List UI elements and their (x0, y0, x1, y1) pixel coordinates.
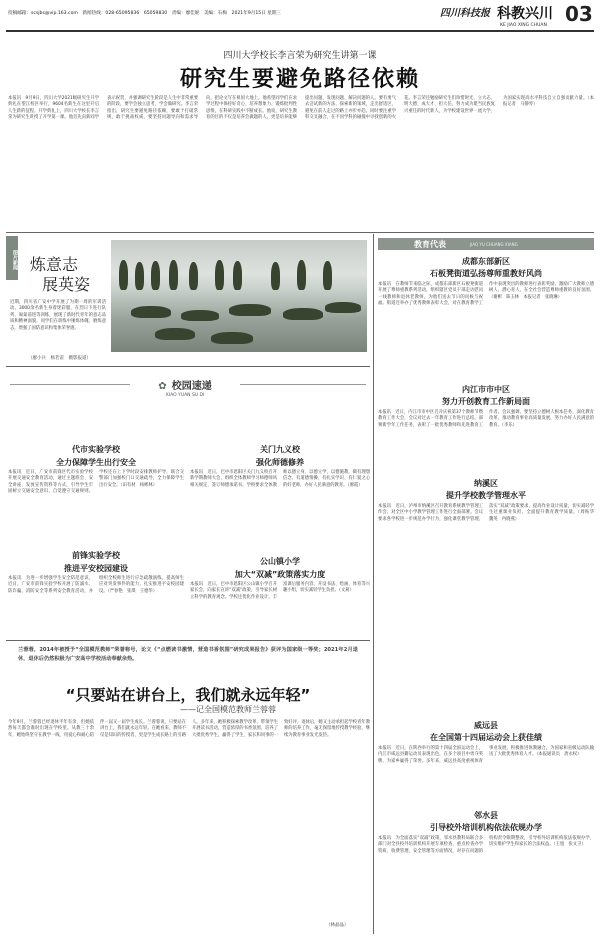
edu-story-3-headline: 提升学校教学管理水平 (446, 491, 526, 500)
feature-intro: 兰蓉蓉，2014年被授予“全国模范教师”荣誉称号，论文《“点燃读书激情，营造书香氛围”研究成果报告》获评为国家级一等奖；2021年2月退休，退休后仍然积极为广安高中学校活动奉献余热。 (18, 647, 358, 662)
edu-story-1-body: 本报讯 在教师节来临之际，成都东部新区石板凳街道开展了尊师重教系列活动，组织辖区党员干部走访慰问一线教师和退休老教师，为他们送去节日的问候与祝福。街道还举办了优秀教师表彰大会，对在教育教学工作中表现突出的教师进行表彰奖励，激励广大教师立德树人、潜心育人，在全社会营造尊师重教的良好氛围。（谢彬 陈玉林 本报记者 张晓琳） (378, 282, 594, 307)
feature-headline: “只要站在讲台上，我们就永远年轻” (65, 686, 311, 704)
cadet-figure (151, 261, 160, 290)
photo-news-credit: （廖小兵 杨若雷 摄影报道） (28, 356, 91, 361)
lead-body: 本报讯 9月9日，四川大学2021级研究生开学典礼在望江校区举行，9604名新生在这里开启人生新的征程。开学典礼上，四川大学校长李言荣为研究生讲授了开学第一课。他首先向新同学表示祝贺，并强调研究生阶段是人生中非常重要的阶段，要学会独立思考、学会做研究。李言荣指出，研究生要避免路径依赖，要敢于打破常规、敢于挑战权威，要坚持问题导向和需求导向，把论文写在祖国大地上。他希望同学们在求学过程中保持好奇心、培养想象力、锻炼批判性思维，在科研实践中不断成长。他说，研究生教育的目的不仅是培养会做题的人，更是培养能够提出问题、发现问题、解决问题的人。要有勇气去尝试新的方法、探索新的领域，走出舒适区，避免在前人走过的路上亦步亦趋。同时要注重学科交叉融合，在不同学科的碰撞中寻找创新的火花。李言荣还勉励研究生们珍惜时光，立大志、明大德、成大才、担大任，努力成为堪当民族复兴重任的时代新人，为学校建设世界一流大学、为国家实现高水平科技自立自强贡献力量。（本报记者 马静琴） (8, 96, 594, 121)
section-title: 科教兴川 (497, 6, 553, 22)
cadet-figure (297, 260, 306, 290)
education-banner-pinyin: JIAO YU CHUANG XIANG (470, 242, 518, 247)
feature-subhead: ——记全国模范教师兰蓉蓉 (180, 705, 276, 714)
campus-story-1-body: 本报讯 近日，广安市前锋区代市实验学校开展交通安全教育活动，通过主题班会、安全讲座、发放宣传资料等方式，引导学生牢固树立交通安全意识，自觉遵守交通规则。学校还在上下学时段安排教师护导，联合交警部门加强校门口交通疏导，全力保障学生出行安全。（田有材 杨彬林） (8, 470, 184, 495)
edu-story-5-body: 本报讯 为全面落实“双减”政策，邻水县教科局联合多部门对全县校外培训机构开展专项检查，重点检查办学资质、收费管理、安全管理等方面情况，对存在问题的机构责令限期整改，引导校外培训机构依法依规办学，切实维护学生和家长的合法权益。（王旭 张文卫） (378, 836, 594, 854)
cadet-figure (271, 262, 280, 290)
photo-news-title-1: 炼意志 (30, 255, 79, 274)
cadet-figure (119, 260, 128, 290)
edu-story-1-region: 成都东部新区 (462, 257, 510, 266)
crawling-cadet (211, 332, 253, 344)
masthead-contact-line: 投稿邮箱：scsjbs@vip.163.com 新闻热线：028-65095836 65059830 责编：廖佳妮 美编：石梅 2021年9月15日 星期三 (8, 11, 282, 16)
cadet-figure (169, 260, 178, 290)
crawling-cadet (325, 302, 361, 313)
campus-story-4-headline-2: 加大“双减”政策落实力度 (234, 570, 326, 579)
campus-story-1-headline-2: 全力保障学生出行安全 (56, 458, 136, 467)
cadet-figure (323, 261, 332, 290)
cadet-figure (189, 262, 198, 290)
campus-banner-box (130, 374, 240, 398)
edu-story-5-region: 邻水县 (474, 811, 498, 820)
crawling-cadet (181, 310, 219, 321)
education-banner (378, 238, 594, 250)
campus-story-2-headline-2: 强化师德修养 (256, 458, 304, 467)
campus-story-3-headline-2: 推进平安校园建设 (64, 564, 128, 573)
campus-bottom-rule (6, 640, 370, 641)
page-number: 03 (565, 2, 593, 26)
campus-story-1-headline-1: 代市实验学校 (72, 445, 120, 454)
edu-story-4-body: 本报讯 近日，在陕西举行的第十四届全国运动会上，内江市威远县籍运动员表现出色，在多个项目中勇夺奖牌，为家乡赢得了荣誉。多年来，威远县高度重视体育事业发展，积极推进体教融合，为国家和省级运动队输送了大批优秀体育人才。（本报通讯员 唐永权） (378, 746, 594, 764)
campus-story-3-headline-1: 前锋实验学校 (72, 551, 120, 560)
campus-icon: ✿ (158, 381, 167, 392)
edu-story-2-headline: 努力开创教育工作新局面 (442, 397, 530, 406)
military-training-photo (111, 240, 367, 352)
edu-story-3-region: 纳溪区 (474, 479, 498, 488)
campus-story-2-body: 本报讯 近日，巴中市恩阳区关门九义校召开新学期教师大会，组织全体教师学习师德师风相关规定，签订师德承诺书。学校要求全体教师以德立身、以德立学、以德施教，做有理想信念、有道德情操、有扎实学识、有仁爱之心的好老师，办好人民满意的教育。（廖霞） (190, 470, 370, 488)
paper-name: 四川科技报 (440, 8, 490, 19)
crawling-cadet (283, 308, 323, 320)
cadet-figure (233, 261, 242, 290)
edu-story-5-headline: 引导校外培训机构依法依规办学 (430, 823, 542, 832)
photo-news-caption: 近期，四川省广安中学开展了为期一周的军训活动。3000余名新生身着迷彩服，在烈日下进行队列、匍匐前进等训练，展现了新时代青年的意志品质和精神面貌。同学们在训练中锤炼体魄、磨炼意志，增强了国防意识和集体荣誉感。 (10, 300, 106, 331)
crawling-cadet (131, 306, 171, 318)
lead-kicker: 四川大学校长李言荣为研究生讲第一课 (223, 51, 377, 61)
photo-news-title-2: 展英姿 (42, 275, 91, 294)
section-pinyin: KE JIAO XING CHUAN (500, 23, 547, 28)
campus-banner-pinyin: XIAO YUAN SU DI (165, 393, 205, 398)
feature-credit: （林晶晶） (326, 923, 349, 928)
edu-story-2-body: 本报讯 近日，内江市市中区召开庆祝第37个教师节暨教育工作大会，会议对过去一年教育工作进行总结，部署新学年工作任务，表彰了一批优秀教师和先进教育工作者。会议强调，要坚持立德树人根本任务，深化教育改革，推动教育事业高质量发展，努力办好人民满意的教育。（李乐） (378, 410, 594, 428)
campus-story-3-body: 本报讯 为进一步增强学生安全防范意识，近日，广安市前锋实验学校开展了防溺水、防诈骗、消防安全等系列安全教育活动，并组织全校师生进行应急疏散演练，提高师生应对突发事件的能力，扎实推进平安校园建设。（严春艳 张琪 王德华） (8, 576, 184, 594)
campus-banner (10, 374, 366, 396)
cadet-figure (215, 260, 224, 290)
section-divider (6, 232, 594, 233)
campus-story-2-headline-1: 关门九义校 (260, 445, 300, 454)
edu-story-4-headline: 在全国第十四届运动会上获佳绩 (430, 733, 542, 742)
education-banner-label: 教育代表 (414, 240, 446, 249)
right-column-divider (373, 234, 374, 934)
campus-banner-label: 校园速递 (171, 381, 212, 392)
edu-story-4-region: 威远县 (474, 721, 498, 730)
edu-story-3-body: 本报讯 近日，泸州市纳溪区召开教育系统教学管理工作会，对全区中小学教学管理工作进行全面部署。会议要求各学校进一步规范办学行为，强化课堂教学管理，落实“双减”政策要求，提高作业设计质量，切实减轻学生过重课业负担，全面提升教育教学质量。（周贴华 魏英 冉晓燕） (378, 504, 599, 522)
masthead-rule (6, 30, 594, 32)
lead-headline: 研究生要避免路径依赖 (179, 67, 420, 92)
cadet-figure (135, 262, 144, 290)
photo-news-label: 图片新闻 (6, 236, 18, 280)
crawling-cadet (229, 304, 271, 316)
campus-top-rule (6, 366, 370, 367)
campus-story-4-headline-1: 公山镇小学 (260, 557, 300, 566)
feature-body: 今年9月，兰蓉蓉已经退休半年有余，但她依然每天都会准时出现在学校里。从教三十余年，她始终坚守在教学一线，用爱心和耐心陪伴一届又一届学生成长。兰蓉蓉说，只要站在讲台上，我们就永远年轻。在她看来，教师不仅是知识的传授者，更是学生成长路上的引路人。多年来，她积极探索教学改革，带领学生开展读书活动，营造浓厚的书香氛围，培养了大批优秀学生，赢得了学生、家长和同事的一致好评。退休后，她又主动承担起学校青年教师的培养工作，毫无保留地传授教学经验，继续为教育事业发光发热。 (8, 720, 370, 738)
crawling-cadet (155, 328, 195, 340)
edu-story-2-region: 内江市市中区 (462, 385, 510, 394)
campus-story-4-body: 本报讯 近日，巴中市恩阳区公山镇小学召开家长会，向家长宣讲“双减”政策，引导家长树立科学的教育观念。学校还优化作业设计，丰富课后服务内容，开设书法、绘画、体育等兴趣小组，切实减轻学生负担。（文莉） (190, 582, 370, 600)
edu-story-1-headline: 石板凳街道弘扬尊师重教好风尚 (430, 269, 542, 278)
